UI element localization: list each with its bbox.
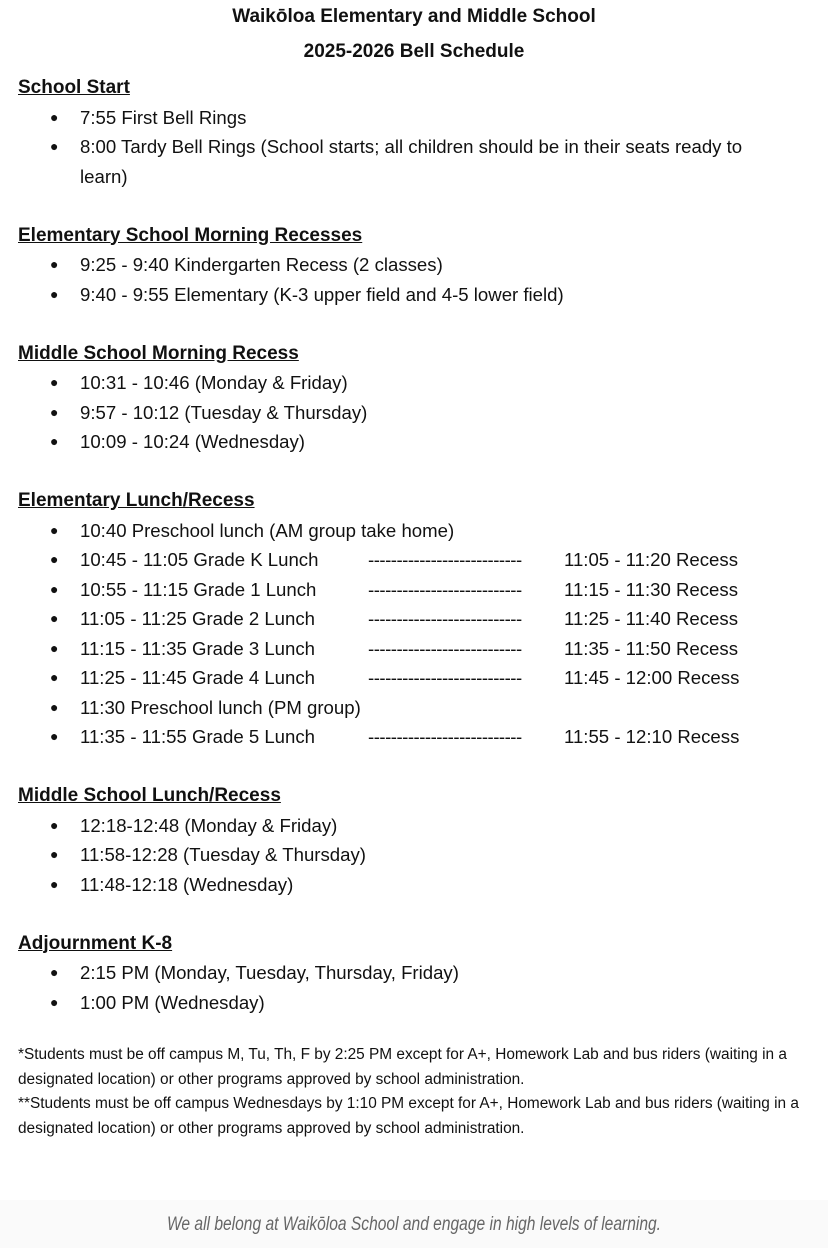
list-item <box>18 545 770 575</box>
tagline: We all belong at Waikōloa School and engage in high levels of learning. <box>167 1214 661 1235</box>
item-text: 9:40 - 9:55 Elementary (K-3 upper field and 4-5 lower field) <box>80 283 564 305</box>
item-text: 9:25 - 9:40 Kindergarten Recess (2 classes) <box>80 254 443 275</box>
list-item <box>18 368 770 398</box>
recess-time: 11:25 - 11:40 Recess <box>564 608 738 629</box>
spacer <box>18 191 818 221</box>
item-text: 12:18-12:48 (Monday & Friday) <box>80 814 338 836</box>
item-text: 10:31 - 10:46 (Monday & Friday) <box>80 372 348 393</box>
schedule-list <box>18 103 818 192</box>
lunch-time: 11:05 - 11:25 Grade 2 Lunch <box>80 608 315 629</box>
lunch-row <box>80 634 770 664</box>
list-item <box>18 988 770 1018</box>
document-title: Waikōloa Elementary and Middle School <box>232 6 596 27</box>
list-item <box>18 840 770 870</box>
list-item <box>18 811 770 841</box>
list-item <box>18 250 770 280</box>
lunch-row <box>80 516 770 546</box>
bullet-icon: ● <box>50 108 59 125</box>
lunch-time: 10:55 - 11:15 Grade 1 Lunch <box>80 578 317 600</box>
schedule-list <box>18 811 818 900</box>
section-heading: Adjournment K-8 <box>18 932 173 954</box>
lunch-row <box>80 575 770 605</box>
item-text: 11:48-12:18 (Wednesday) <box>80 873 294 895</box>
bullet-icon: ● <box>50 993 59 1010</box>
bullet-icon: ● <box>50 138 59 154</box>
list-item <box>18 663 770 693</box>
item-text: 11:58-12:28 (Tuesday & Thursday) <box>80 844 366 865</box>
list-item <box>18 693 770 723</box>
dash-leader: --------------------------- <box>368 578 522 600</box>
spacer <box>18 309 818 339</box>
list-item <box>18 103 770 133</box>
list-item <box>18 634 770 664</box>
item-text: 1:00 PM (Wednesday) <box>80 991 265 1013</box>
recess-time: 11:55 - 12:10 Recess <box>564 726 740 747</box>
footnote: *Students must be off campus M, Tu, Th, F by 2:25 PM except for A+, Homework Lab and bus riders (waiting in a designated location) or other programs approved by school administration. <box>18 1046 787 1088</box>
bullet-icon: ● <box>50 256 59 272</box>
bullet-icon: ● <box>50 580 59 597</box>
bullet-icon: ● <box>50 964 59 980</box>
spacer <box>18 457 818 487</box>
bullet-icon: ● <box>50 285 59 302</box>
lunch-time: 10:45 - 11:05 Grade K Lunch <box>80 549 319 570</box>
lunch-time: 11:30 Preschool lunch (PM group) <box>80 696 361 718</box>
spacer <box>18 899 818 929</box>
item-text: 7:55 First Bell Rings <box>80 106 247 128</box>
bullet-icon: ● <box>50 816 59 833</box>
item-text: 2:15 PM (Monday, Tuesday, Thursday, Friday) <box>80 962 459 983</box>
lunch-row <box>80 604 770 634</box>
lunch-row <box>80 663 770 693</box>
list-item <box>18 604 770 634</box>
list-item <box>18 722 770 752</box>
bullet-icon: ● <box>50 610 59 626</box>
recess-time: 11:35 - 11:50 Recess <box>564 637 738 659</box>
list-item <box>18 132 770 191</box>
bullet-icon: ● <box>50 846 59 862</box>
item-text: 9:57 - 10:12 (Tuesday & Thursday) <box>80 401 368 423</box>
lunch-time: 11:15 - 11:35 Grade 3 Lunch <box>80 637 315 659</box>
bullet-icon: ● <box>50 521 59 538</box>
document-subtitle: 2025-2026 Bell Schedule <box>303 41 525 62</box>
lunch-row <box>80 545 770 575</box>
lunch-row <box>80 722 770 752</box>
schedule-list <box>18 958 818 1017</box>
dash-leader: --------------------------- <box>368 726 522 747</box>
section-heading: Middle School Lunch/Recess <box>18 785 281 806</box>
schedule-list <box>18 516 818 752</box>
dash-leader: --------------------------- <box>368 667 522 688</box>
bullet-icon: ● <box>50 551 59 567</box>
list-item <box>18 870 770 900</box>
dash-leader: --------------------------- <box>368 549 522 570</box>
lunch-time: 10:40 Preschool lunch (AM group take home) <box>80 519 455 541</box>
dash-leader: --------------------------- <box>368 608 522 629</box>
recess-time: 11:15 - 11:30 Recess <box>564 578 738 600</box>
list-item <box>18 280 770 310</box>
list-item <box>18 427 770 457</box>
schedule-list <box>18 250 818 309</box>
bullet-icon: ● <box>50 698 59 715</box>
section-heading: School Start <box>18 77 130 98</box>
recess-time: 11:45 - 12:00 Recess <box>564 667 740 688</box>
recess-time: 11:05 - 11:20 Recess <box>564 549 738 570</box>
footnote: **Students must be off campus Wednesdays by 1:10 PM except for A+, Homework Lab and bus riders (waiting in a designated location) or other programs approved by school administration. <box>18 1095 799 1137</box>
schedule-content <box>18 73 818 1017</box>
lunch-time: 11:25 - 11:45 Grade 4 Lunch <box>80 667 315 688</box>
lunch-row <box>80 693 770 723</box>
lunch-time: 11:35 - 11:55 Grade 5 Lunch <box>80 726 315 747</box>
item-text: 8:00 Tardy Bell Rings (School starts; all children should be in their seats ready to learn) <box>80 136 743 187</box>
dash-leader: --------------------------- <box>368 637 522 659</box>
bullet-icon: ● <box>50 669 59 685</box>
section-heading: Elementary School Morning Recesses <box>18 224 363 246</box>
list-item <box>18 398 770 428</box>
schedule-list <box>18 368 818 457</box>
list-item <box>18 516 770 546</box>
section-heading: Middle School Morning Recess <box>18 342 299 364</box>
section-heading: Elementary Lunch/Recess <box>18 490 255 511</box>
bullet-icon: ● <box>50 728 59 744</box>
item-text: 10:09 - 10:24 (Wednesday) <box>80 431 305 452</box>
bullet-icon: ● <box>50 639 59 656</box>
footnotes <box>18 1043 818 1141</box>
list-item <box>18 575 770 605</box>
spacer <box>18 752 818 782</box>
bullet-icon: ● <box>50 403 59 420</box>
bullet-icon: ● <box>50 433 59 449</box>
bullet-icon: ● <box>50 374 59 390</box>
list-item <box>18 958 770 988</box>
bullet-icon: ● <box>50 875 59 892</box>
